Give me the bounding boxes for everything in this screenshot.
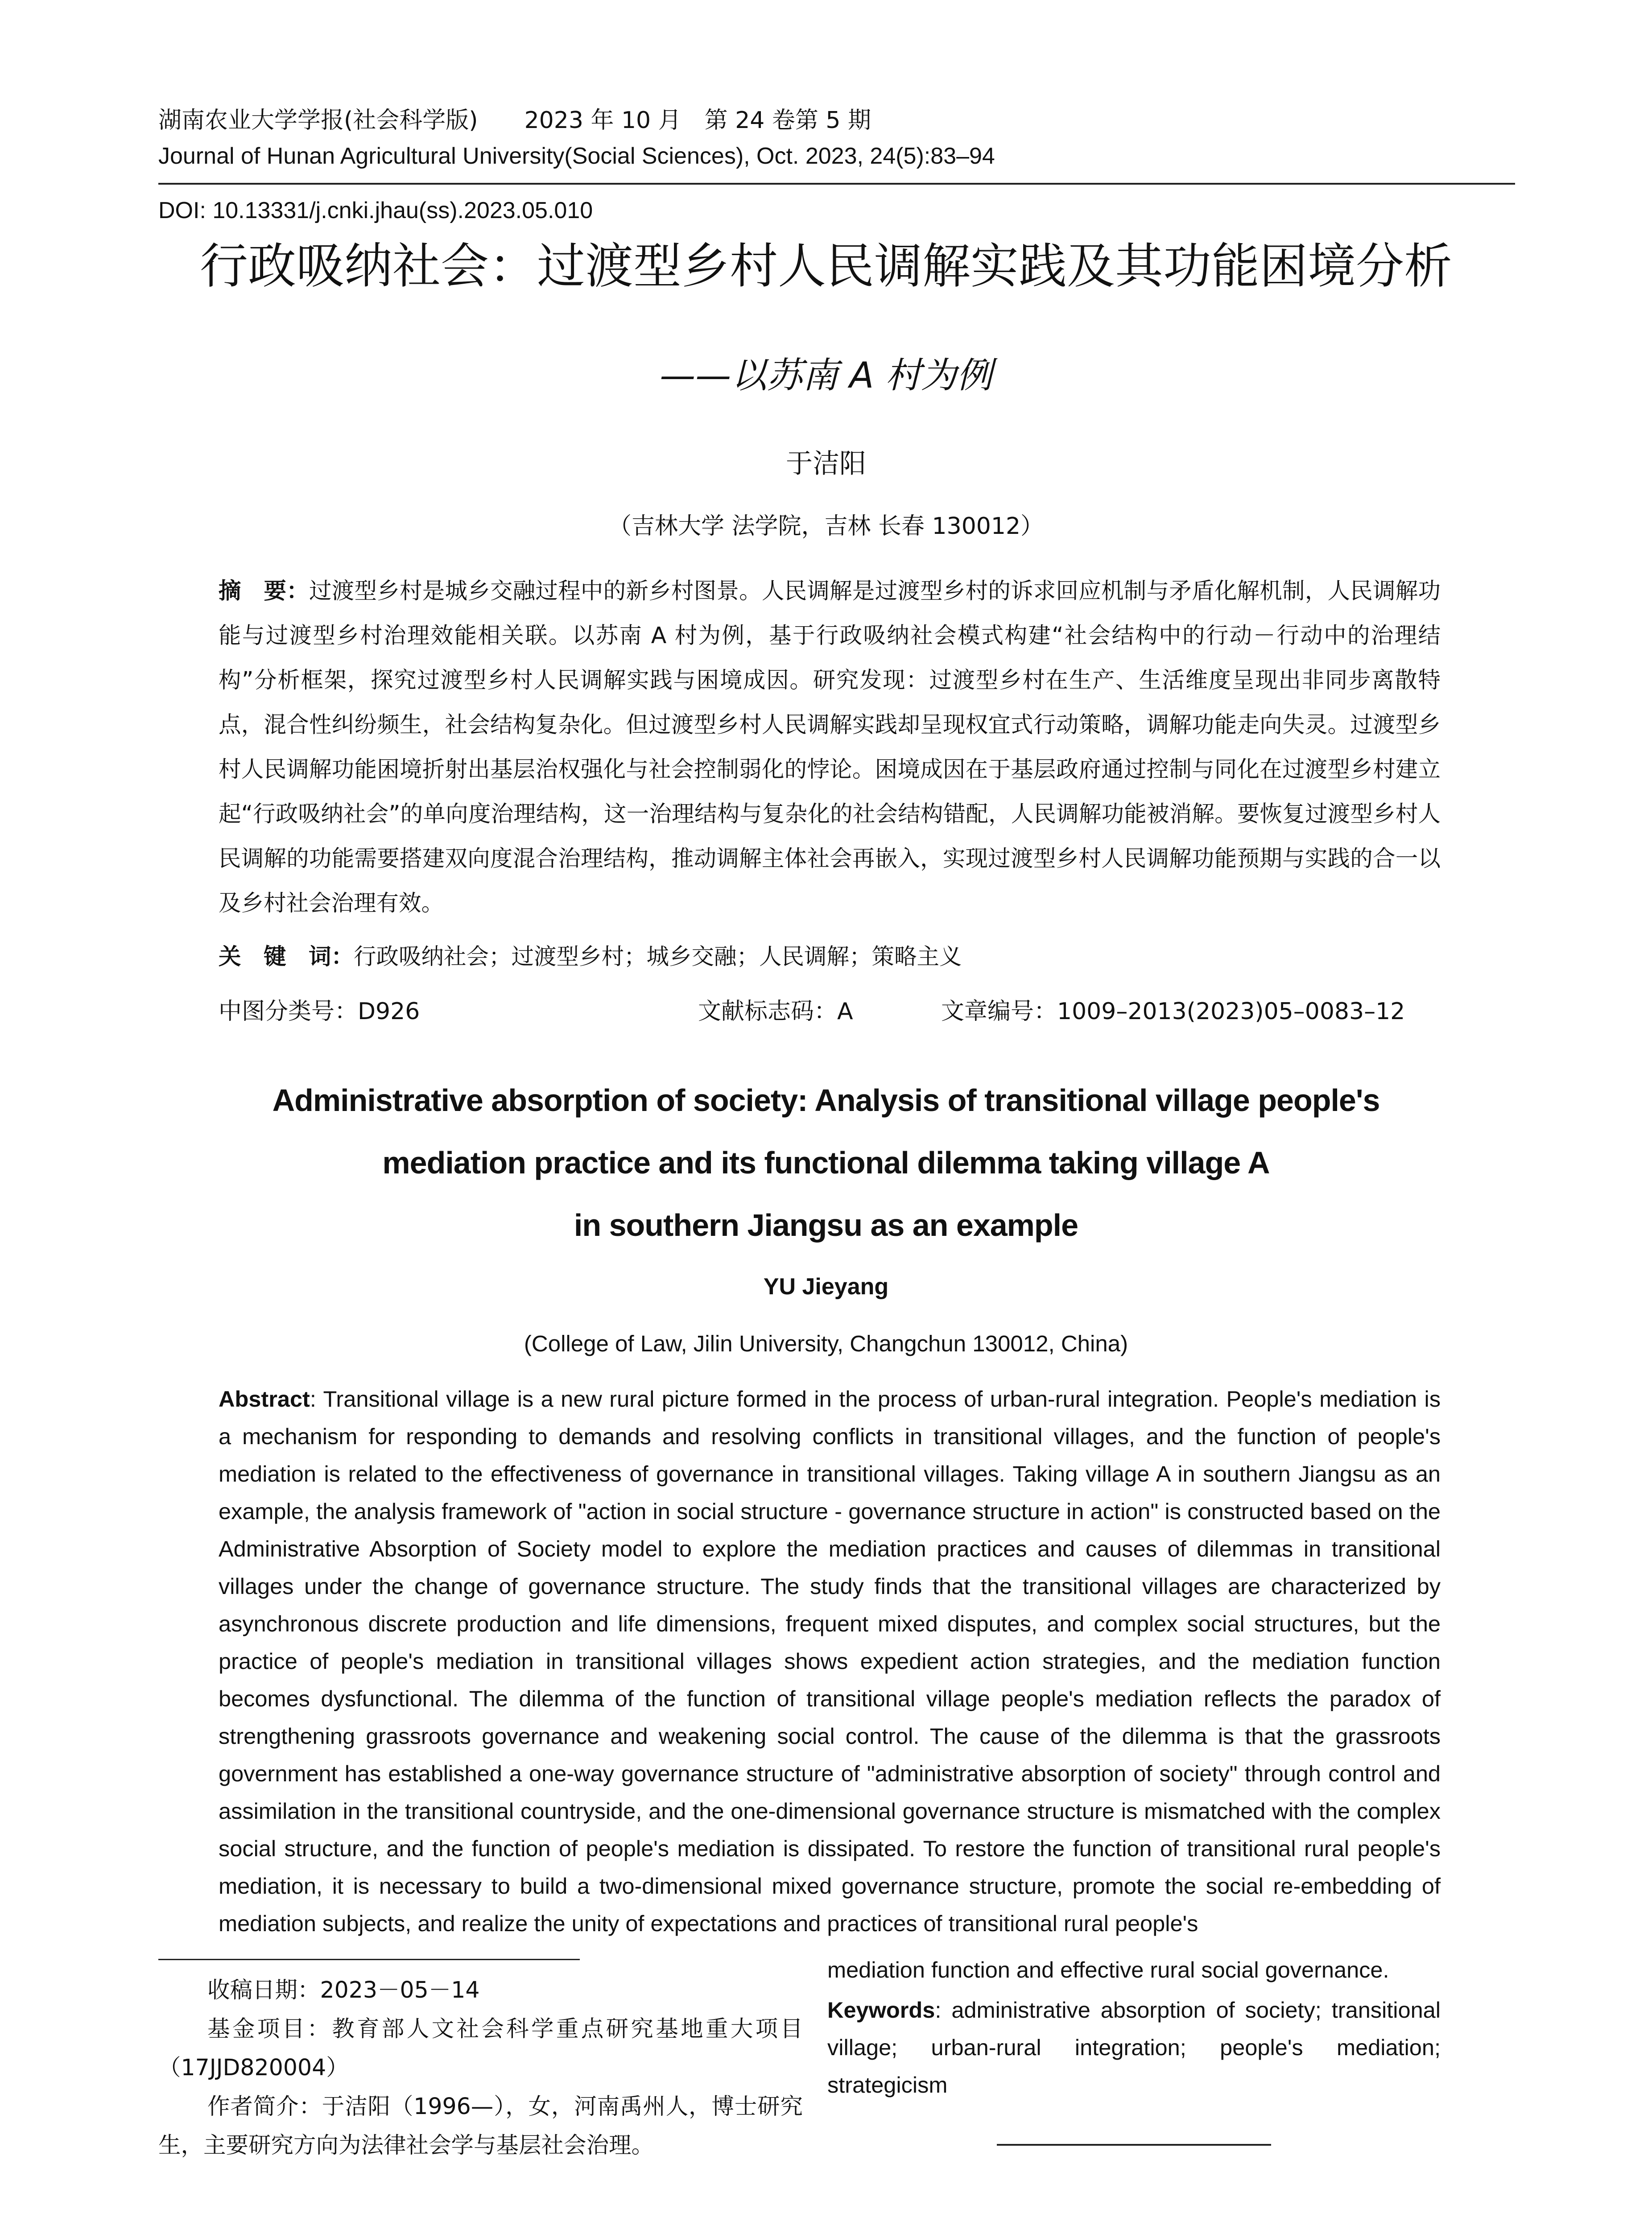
header-rule [158,183,1515,185]
keywords-cn [219,939,1441,975]
abstract-en-tail: mediation function and effective rural social governance. [827,1957,1389,1982]
keywords-cn-text: 行政吸纳社会；过渡型乡村；城乡交融；人民调解；策略主义 [354,943,962,970]
article-number: 文章编号：1009–2013(2023)05–0083–12 [941,998,1405,1025]
footnote-rule [158,1959,580,1960]
subtitle-cn: ——以苏南 A 村为例 [660,355,992,396]
received-date: 收稿日期：2023－05－14 [207,1977,480,2003]
keywords-en [827,1991,1441,2104]
title-en-line-2: mediation practice and its functional dilemma taking village A [382,1145,1270,1180]
title-cn: 行政吸纳社会：过渡型乡村人民调解实践及其功能困境分析 [199,239,1452,294]
clc-number: 中图分类号：D926 [219,998,420,1025]
footnotes [158,1970,803,2164]
abstract-en-label: Abstract [219,1386,310,1412]
doi: DOI: 10.13331/j.cnki.jhau(ss).2023.05.010 [158,198,593,223]
abstract-cn-text: 过渡型乡村是城乡交融过程中的新乡村图景。人民调解是过渡型乡村的诉求回应机制与矛盾化解机制，人民调解功能与过渡型乡村治理效能相关联。以苏南 A 村为例，基于行政吸纳社会模式构建“社会结构中的行动－行动中的治理结构”分析框架，探究过渡型乡村人民调解实践与困境成因。研究发现：过渡型乡村在生产、生活维度呈现出非同步离散特点，混合性纠纷频生，社会结构复杂化。但过渡型乡村人民调解实践却呈现权宜式行动策略，调解功能走向失灵。过渡型乡村人民调解功能困境折射出基层治权强化与社会控制弱化的悖论。困境成因在于基层政府通过控制与同化在过渡型乡村建立起“行政吸纳社会”的单向度治理结构，这一治理结构与复杂化的社会结构错配，人民调解功能被消解。要恢复过渡型乡村人民调解的功能需要搭建双向度混合治理结构，推动调解主体社会再嵌入，实现过渡型乡村人民调解功能预期与实践的合一以及乡村社会治理有效。 [219,578,1441,916]
fund-project: 基金项目：教育部人文社会科学重点研究基地重大项目（17JJD820004） [158,2015,803,2081]
abstract-en [219,1380,1441,1942]
abstract-cn [219,569,1441,925]
title-en-line-1: Administrative absorption of society: Analysis of transitional village people's [272,1083,1380,1118]
document-code: 文献标志码：A [698,998,853,1025]
title-en-line-3: in southern Jiangsu as an example [574,1208,1078,1243]
journal-header-cn: 湖南农业大学学报(社会科学版) 2023 年 10 月 第 24 卷第 5 期 [158,107,871,134]
keywords-cn-label: 关 键 词： [219,943,354,970]
affiliation-cn: （吉林大学 法学院，吉林 长春 130012） [608,513,1044,540]
affiliation-en: (College of Law, Jilin University, Changchun 130012, China) [524,1331,1128,1356]
journal-header-en: Journal of Hunan Agricultural University(Social Sciences), Oct. 2023, 24(5):83–94 [158,143,995,169]
author-en: YU Jieyang [763,1274,889,1300]
author-bio: 作者简介：于洁阳（1996—），女，河南禹州人，博士研究生，主要研究方向为法律社会学与基层社会治理。 [158,2093,803,2158]
abstract-cn-label: 摘 要： [219,578,309,604]
end-rule [997,2144,1271,2146]
abstract-en-text: : Transitional village is a new rural picture formed in the process of urban-rural integration. People's mediation is a mechanism for responding to demands and resolving conflicts in transitional villages, and the function of people's mediation is related to the effectiveness of governance in transitional villages. Taking village A in southern Jiangsu as an example, the analysis framework of "action in social structure - governance structure in action" is constructed based on the Administrative Absorption of Society model to explore the mediation practices and causes of dilemmas in transitional villages under the change of governance structure. The study finds that the transitional villages are characterized by asynchronous discrete production and life dimensions, frequent mixed disputes, and complex social structures, but the practice of people's mediation in transitional villages shows expedient action strategies, and the mediation function becomes dysfunctional. The dilemma of the function of transitional village people's mediation reflects the paradox of strengthening grassroots governance and weakening social control. The cause of the dilemma is that the grassroots government has established a one-way governance structure of "administrative absorption of society" through control and assimilation in the transitional countryside, and the one-dimensional governance structure is mismatched with the complex social structure, and the function of people's mediation is dissipated. To restore the function of transitional rural people's mediation, it is necessary to build a two-dimensional mixed governance structure, promote the social re-embedding of mediation subjects, and realize the unity of expectations and practices of transitional rural people's [219,1386,1441,1936]
keywords-en-text: : administrative absorption of society; transitional village; urban-rural integration; people's mediation; strategicism [827,1997,1441,2098]
keywords-en-label: Keywords [827,1997,935,2023]
author-cn: 于洁阳 [786,448,866,479]
